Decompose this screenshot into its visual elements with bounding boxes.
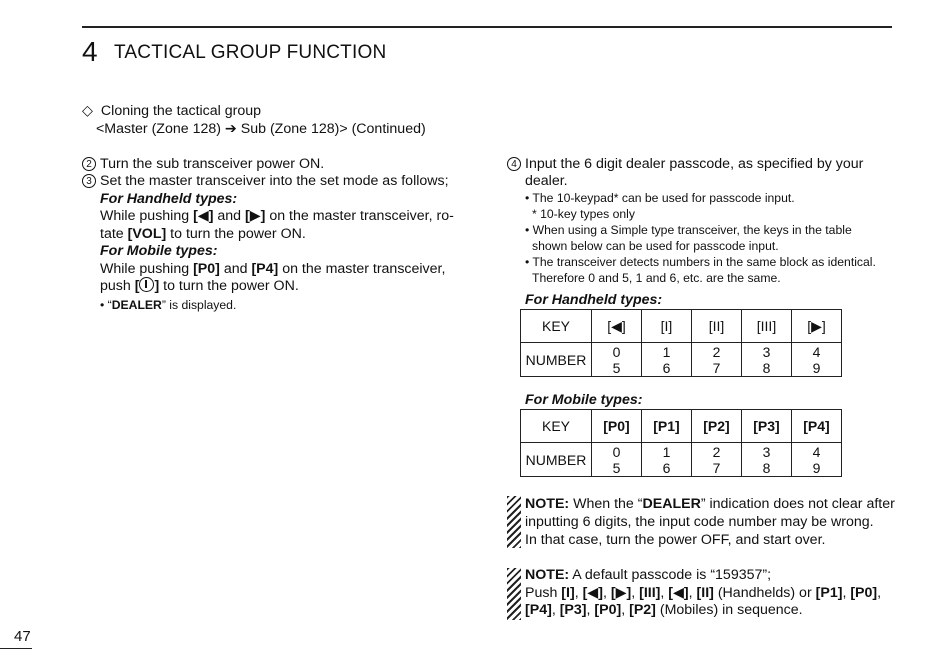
dealer-displayed xyxy=(100,297,236,313)
text: • “ xyxy=(100,298,112,312)
step-3-text: Set the master transceiver into the set mode as follows; xyxy=(100,173,449,189)
number-cell xyxy=(792,343,842,377)
number-top: 1 xyxy=(662,443,671,460)
bullet-1: • The 10-keypad* can be used for passcode input. xyxy=(525,191,795,205)
text: While pushing xyxy=(100,261,194,277)
table-row xyxy=(521,310,842,343)
key: [P3] xyxy=(559,602,587,618)
number-cell xyxy=(642,443,692,477)
key-cell: [▶] xyxy=(792,310,842,343)
number-top: 4 xyxy=(812,343,821,360)
power-icon xyxy=(139,277,154,292)
text: A default passcode is “159357”; xyxy=(569,567,772,583)
mobile-line-1 xyxy=(100,260,445,278)
text: (Mobiles) in sequence. xyxy=(655,602,803,618)
key-cell: [P2] xyxy=(692,410,742,443)
number-bottom: 5 xyxy=(612,359,621,376)
dealer-word: DEALER xyxy=(111,298,162,312)
section-heading xyxy=(82,102,261,120)
text: on the master transceiver, ro- xyxy=(265,208,454,224)
bracket: ] xyxy=(154,278,160,294)
number-top: 0 xyxy=(612,443,621,460)
key-vol: [VOL] xyxy=(127,226,167,242)
key-p4: [P4] xyxy=(251,261,279,277)
number-cell xyxy=(692,343,742,377)
text: to turn the power ON. xyxy=(166,226,306,242)
key: [▶] xyxy=(610,585,632,601)
note-1-line-3: In that case, turn the power OFF, and start over. xyxy=(525,532,826,548)
key: [I] xyxy=(561,585,575,601)
sep: , xyxy=(551,602,560,618)
table-row xyxy=(521,443,842,477)
number-bottom: 9 xyxy=(812,459,821,476)
handheld-key-table xyxy=(520,309,842,377)
number-bottom: 8 xyxy=(762,359,771,376)
key: [III] xyxy=(639,585,661,601)
mobile-key-table xyxy=(520,409,842,477)
text: push xyxy=(100,278,135,294)
table-row xyxy=(521,343,842,377)
text: While pushing xyxy=(100,208,194,224)
key-left: [◀] xyxy=(193,208,214,224)
text: ” indication does not clear after xyxy=(700,496,895,512)
key: [P0] xyxy=(594,602,622,618)
page-number: 47 xyxy=(14,628,31,645)
sep: , xyxy=(688,585,697,601)
number-cell xyxy=(742,343,792,377)
number-label: NUMBER xyxy=(521,443,592,477)
note-2-line-1 xyxy=(525,566,771,584)
key-cell: [P4] xyxy=(792,410,842,443)
key: [P1] xyxy=(815,585,843,601)
number-bottom: 7 xyxy=(712,359,721,376)
step-number-2: 2 xyxy=(82,157,96,171)
number-bottom: 5 xyxy=(612,459,621,476)
text: Push xyxy=(525,585,562,601)
number-cell xyxy=(742,443,792,477)
number-cell xyxy=(592,443,642,477)
number-cell xyxy=(792,443,842,477)
key: [P2] xyxy=(629,602,656,618)
number-bottom: 7 xyxy=(712,459,721,476)
step-number-3: 3 xyxy=(82,174,96,188)
step-4-line-2: dealer. xyxy=(525,173,568,189)
number-top: 1 xyxy=(662,343,671,360)
chapter-title: TACTICAL GROUP FUNCTION xyxy=(114,42,387,63)
number-cell xyxy=(692,443,742,477)
note-label: NOTE: xyxy=(525,496,570,512)
step-4 xyxy=(507,155,863,173)
mobile-line-2 xyxy=(100,277,299,295)
number-top: 3 xyxy=(762,443,771,460)
text: , xyxy=(877,585,882,601)
text: ” is displayed. xyxy=(161,298,237,312)
bullet-1-note: * 10-key types only xyxy=(532,207,635,221)
mobile-heading: For Mobile types: xyxy=(100,243,218,259)
key: [◀] xyxy=(668,585,689,601)
text: When the “ xyxy=(569,496,643,512)
key: [P4] xyxy=(525,602,552,618)
chapter-number: 4 xyxy=(82,36,98,67)
key-p0: [P0] xyxy=(193,261,220,277)
number-bottom: 6 xyxy=(662,459,671,476)
key-cell: [I] xyxy=(642,310,692,343)
handheld-line-1 xyxy=(100,207,454,225)
key-cell: [II] xyxy=(692,310,742,343)
number-cell xyxy=(592,343,642,377)
step-3 xyxy=(82,172,449,190)
sep: , xyxy=(574,585,583,601)
key: [◀] xyxy=(582,585,603,601)
header-rule xyxy=(82,26,892,28)
step-2 xyxy=(82,155,324,173)
number-top: 2 xyxy=(712,443,721,460)
key: [II] xyxy=(696,585,714,601)
diamond-icon: ◇ xyxy=(82,103,93,119)
note-1-line-2: inputting 6 digits, the input code number may be wrong. xyxy=(525,514,874,530)
note-1-line-1 xyxy=(525,495,895,513)
number-cell xyxy=(642,343,692,377)
number-bottom: 9 xyxy=(812,359,821,376)
key-right: [▶] xyxy=(245,208,266,224)
sep: , xyxy=(842,585,851,601)
handheld-line-2 xyxy=(100,225,306,243)
step-2-text: Turn the sub transceiver power ON. xyxy=(100,156,325,172)
number-bottom: 8 xyxy=(762,459,771,476)
number-bottom: 6 xyxy=(662,359,671,376)
note-label: NOTE: xyxy=(525,567,570,583)
note-2-line-3 xyxy=(525,601,803,619)
key-cell: [P3] xyxy=(742,410,792,443)
number-top: 0 xyxy=(612,343,621,360)
sep: , xyxy=(586,602,595,618)
mobile-table-title: For Mobile types: xyxy=(525,392,643,408)
text: to turn the power ON. xyxy=(159,278,299,294)
page-number-rule xyxy=(0,648,32,649)
key-label: KEY xyxy=(521,310,592,343)
note-hatch-icon xyxy=(507,496,521,548)
text: tate xyxy=(100,226,128,242)
text: (Handhelds) or xyxy=(713,585,816,601)
key-cell: [P1] xyxy=(642,410,692,443)
number-top: 2 xyxy=(712,343,721,360)
bullet-2-line-1: • When using a Simple type transceiver, the keys in the table xyxy=(525,223,852,237)
bullet-3-line-1: • The transceiver detects numbers in the same block as identical. xyxy=(525,255,876,269)
step-4-line-1: Input the 6 digit dealer passcode, as specified by your xyxy=(525,156,864,172)
note-2-line-2 xyxy=(525,584,881,602)
table-row xyxy=(521,410,842,443)
key-cell: [P0] xyxy=(592,410,642,443)
dealer-word: DEALER xyxy=(642,496,701,512)
text: on the master transceiver, xyxy=(278,261,446,277)
number-top: 4 xyxy=(812,443,821,460)
key: [P0] xyxy=(850,585,878,601)
key-cell: [III] xyxy=(742,310,792,343)
sep: , xyxy=(621,602,630,618)
section-subheading: <Master (Zone 128) ➔ Sub (Zone 128)> (Continued) xyxy=(96,121,426,137)
sep: , xyxy=(631,585,640,601)
sep: , xyxy=(602,585,611,601)
step-number-4: 4 xyxy=(507,157,521,171)
sep: , xyxy=(660,585,669,601)
note-hatch-icon xyxy=(507,568,521,620)
handheld-heading: For Handheld types: xyxy=(100,191,238,207)
bullet-3-line-2: Therefore 0 and 5, 1 and 6, etc. are the same. xyxy=(532,271,781,285)
number-top: 3 xyxy=(762,343,771,360)
bracket: [ xyxy=(134,278,140,294)
text: and xyxy=(213,208,245,224)
section-heading-text: Cloning the tactical group xyxy=(100,103,262,119)
bullet-2-line-2: shown below can be used for passcode input. xyxy=(532,239,779,253)
text: and xyxy=(219,261,252,277)
number-label: NUMBER xyxy=(521,343,592,377)
key-cell: [◀] xyxy=(592,310,642,343)
handheld-table-title: For Handheld types: xyxy=(525,292,663,308)
key-label: KEY xyxy=(521,410,592,443)
